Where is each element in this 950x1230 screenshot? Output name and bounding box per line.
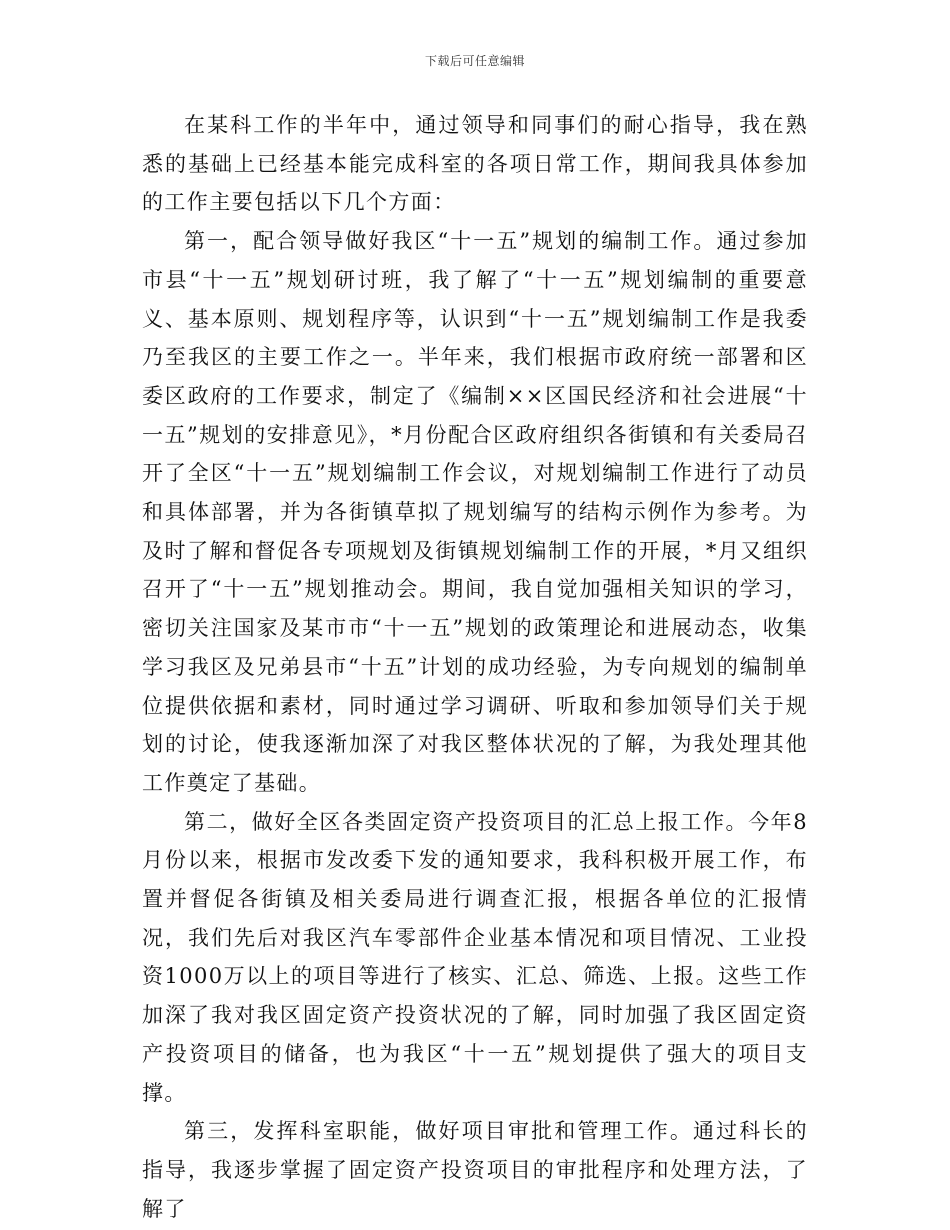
page-header: 下载后可任意编辑: [424, 54, 525, 68]
paragraph-third-point: 第三，发挥科室职能，做好项目审批和管理工作。通过科长的指导，我逐步掌握了固定资产投资项目的审批程序和处理方法，了解了: [142, 1119, 808, 1221]
document-body: [142, 106, 808, 1228]
paragraph-intro: 在某科工作的半年中，通过领导和同事们的耐心指导，我在熟悉的基础上已经基本能完成科室的各项日常工作，期间我具体参加的工作主要包括以下几个方面：: [142, 113, 808, 215]
paragraph-second-point: 第二，做好全区各类固定资产投资项目的汇总上报工作。今年8月份以来，根据市发改委下发的通知要求，我科积极开展工作，布置并督促各街镇及相关委局进行调查汇报，根据各单位的汇报情况，我们先后对我区汽车零部件企业基本情况和项目情况、工业投资1000万以上的项目等进行了核实、汇总、筛选、上报。这些工作加深了我对我区固定资产投资状况的了解，同时加强了我区固定资产投资项目的储备，也为我区“十一五”规划提供了强大的项目支撑。: [142, 809, 808, 1105]
paragraph-first-point: 第一，配合领导做好我区“十一五”规划的编制工作。通过参加市县“十一五”规划研讨班，我了解了“十一五”规划编制的重要意义、基本原则、规划程序等，认识到“十一五”规划编制工作是我委乃至我区的主要工作之一。半年来，我们根据市政府统一部署和区委区政府的工作要求，制定了《编制××区国民经济和社会进展“十一五”规划的安排意见》，*月份配合区政府组织各街镇和有关委局召开了全区“十一五”规划编制工作会议，对规划编制工作进行了动员和具体部署，并为各街镇草拟了规划编写的结构示例作为参考。为及时了解和督促各专项规划及街镇规划编制工作的开展，*月又组织召开了“十一五”规划推动会。期间，我自觉加强相关知识的学习，密切关注国家及某市市“十一五”规划的政策理论和进展动态，收集学习我区及兄弟县市“十五”计划的成功经验，为专向规划的编制单位提供依据和素材，同时通过学习调研、听取和参加领导们关于规划的讨论，使我逐渐加深了对我区整体状况的了解，为我处理其他工作奠定了基础。: [142, 229, 808, 795]
